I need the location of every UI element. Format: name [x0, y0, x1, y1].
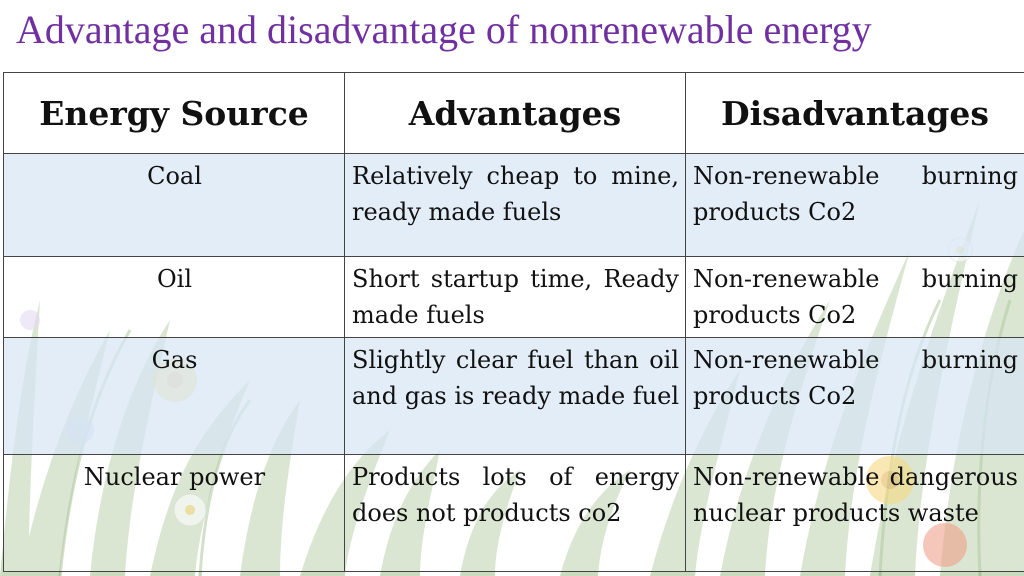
cell-disadvantages: Non-renewable burning products Co2 [686, 154, 1024, 257]
cell-source: Oil [4, 257, 345, 338]
table-row-gas [4, 338, 1024, 455]
header-advantages: Advantages [345, 73, 686, 154]
cell-disadvantages: Non-renewable dangerous nuclear products waste [686, 455, 1024, 572]
table-row-coal [4, 154, 1024, 257]
cell-source: Gas [4, 338, 345, 455]
cell-disadvantages: Non-renewable burning products Co2 [686, 257, 1024, 338]
cell-advantages: Short startup time, Ready made fuels [345, 257, 686, 338]
header-energy-source: Energy Source [4, 73, 345, 154]
table-header-row [4, 73, 1024, 154]
cell-advantages: Slightly clear fuel than oil and gas is ready made fuel [345, 338, 686, 455]
cell-advantages: Products lots of energy does not products co2 [345, 455, 686, 572]
header-disadvantages: Disadvantages [686, 73, 1024, 154]
energy-comparison-table [3, 72, 1024, 572]
cell-source: Coal [4, 154, 345, 257]
table-row-oil [4, 257, 1024, 338]
cell-disadvantages: Non-renewable burning products Co2 [686, 338, 1024, 455]
table-row-nuclear-power [4, 455, 1024, 572]
cell-source: Nuclear power [4, 455, 345, 572]
page-title: Advantage and disadvantage of nonrenewable energy [16, 7, 872, 52]
cell-advantages: Relatively cheap to mine, ready made fuels [345, 154, 686, 257]
